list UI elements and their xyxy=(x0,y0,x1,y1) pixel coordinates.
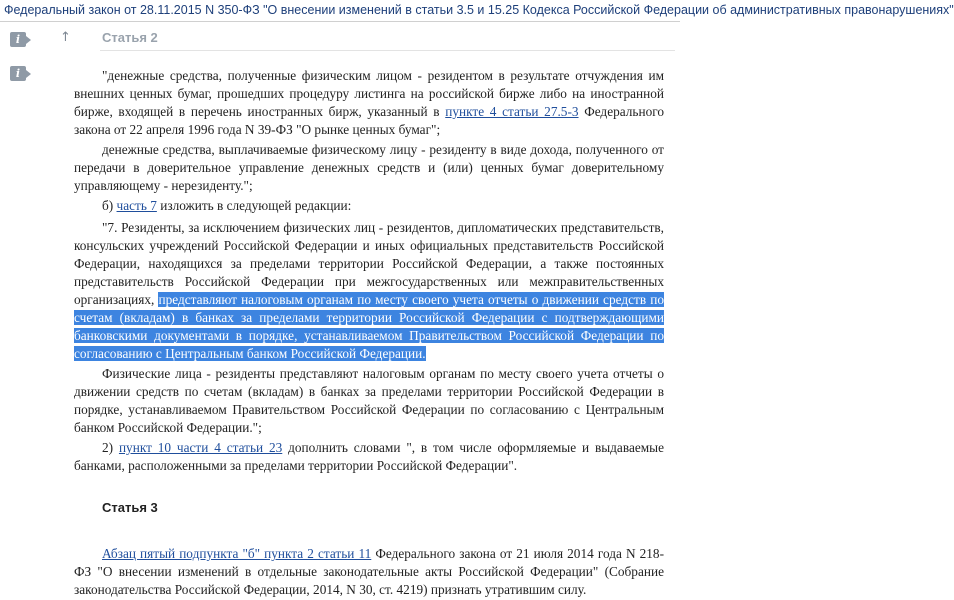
paragraph-text: дополнить словами ", в том числе оформляемые и выдаваемые банками, расположенными за пределами территории Российской Федерации". xyxy=(74,440,664,473)
paragraph-text: "7. Резиденты, за исключением физических лиц - резидентов, дипломатических представительств, консульских учреждений Российской Федерации и иных официальных представительств Российской Федерации, находящихся за пределами территории Российской Федерации, а также постоянных представительств Российской Федерации при межгосударственных или межправительственных организациях, xyxy=(74,220,664,307)
info-icon[interactable]: i xyxy=(10,66,26,81)
paragraph-text: "денежные средства, полученные физическим лицом - резидентом в результате отчуждения им внешних ценных бумаг, прошедших процедуру листинга на российской бирже либо на иностранной бирже, входящей в перечень иностранных бирж, указанный в xyxy=(74,68,664,119)
paragraph-text: 2) xyxy=(102,440,119,455)
paragraph-text: изложить в следующей редакции: xyxy=(156,198,352,213)
paragraph-text: Физические лица - резиденты представляют налоговым органам по месту своего учета отчеты о движении средств по счетам (вкладам) в банках за пределами территории Российской Федерации в порядке, устанавливаемом Правительством Российской Федерации по согласованию с Центральным банком Российской Федерации."; xyxy=(74,366,664,435)
paragraph-text: б) xyxy=(102,198,117,213)
law-link[interactable]: пункт 10 части 4 статьи 23 xyxy=(118,440,283,455)
paragraph xyxy=(74,365,664,437)
paragraph xyxy=(74,439,664,475)
arrow-up-icon[interactable]: ↑ xyxy=(60,30,71,45)
selected-text[interactable]: представляют налоговым органам по месту своего учета отчеты о движении средств по счетам (вкладам) в банках за пределами территории Российской Федерации с подтверждающими банковскими документами в порядке, устанавливаемом Правительством Российской Федерации по согласованию с Центральным банком Российской Федерации. xyxy=(74,292,664,361)
law-link[interactable]: Абзац пятый подпункта "б" пункта 2 статьи 11 xyxy=(102,546,372,561)
paragraph xyxy=(74,197,664,215)
divider xyxy=(100,50,675,51)
paragraph xyxy=(74,545,664,599)
info-icon[interactable]: i xyxy=(10,32,26,47)
document-title: Федеральный закон от 28.11.2015 N 350-ФЗ "О внесении изменений в статьи 3.5 и 15.25 Кодекса Российской Федерации об административных правонарушениях" xyxy=(4,3,954,17)
paragraph-text: денежные средства, выплачиваемые физическому лицу - резиденту в виде дохода, полученного от передачи в доверительное управление денежных средств и (или) ценных бумаг доверительному управляющему - нерезиденту."; xyxy=(74,142,664,193)
paragraph xyxy=(74,141,664,195)
article-3-heading: Статья 3 xyxy=(102,500,158,515)
paragraph xyxy=(74,67,664,139)
article-2-heading: Статья 2 xyxy=(102,30,158,45)
paragraph-text: Федерального закона от 21 июля 2014 года N 218-ФЗ "О внесении изменений в отдельные законодательные акты Российской Федерации" (Собрание законодательства Российской Федерации, 2014, N 30, ст. 4219) признать утратившим силу. xyxy=(74,546,664,597)
law-link[interactable]: пункте 4 статьи 27.5-3 xyxy=(445,104,579,119)
document-title-bar xyxy=(0,0,954,22)
paragraph-text: Федерального закона от 22 апреля 1996 года N 39-ФЗ "О рынке ценных бумаг"; xyxy=(74,104,664,137)
paragraph xyxy=(74,219,664,363)
law-link[interactable]: часть 7 xyxy=(116,198,157,213)
